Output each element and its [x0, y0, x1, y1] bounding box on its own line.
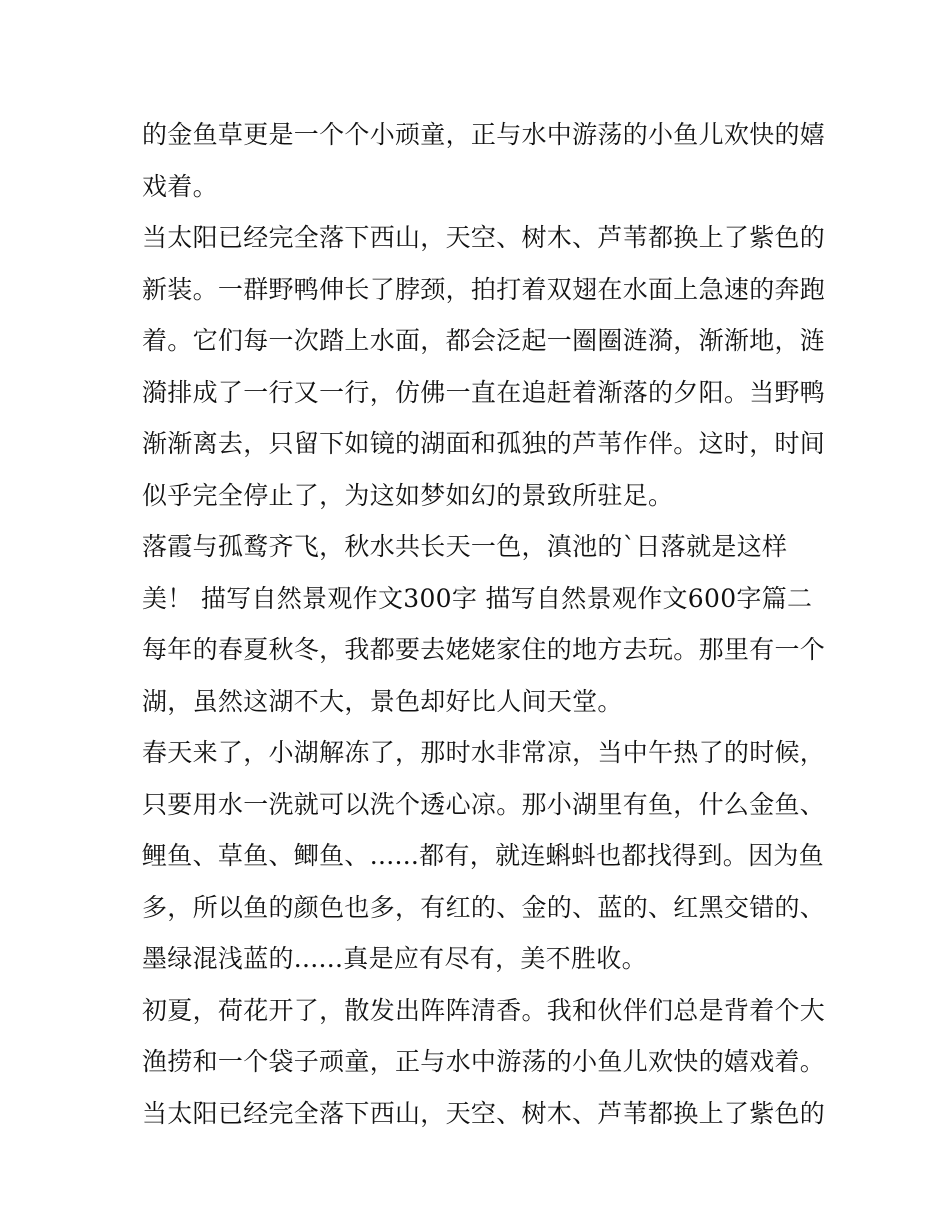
document-body [142, 109, 826, 1139]
text-line: 鲤鱼、草鱼、鲫鱼、......都有，就连蝌蚪也都找得到。因为鱼 [142, 841, 824, 870]
text-line: 初夏，荷花开了，散发出阵阵清香。我和伙伴们总是背着个大 [142, 995, 826, 1025]
text-line: 只要用水一洗就可以洗个透心凉。那小湖里有鱼，什么金鱼、 [142, 789, 826, 819]
text-line: 落霞与孤鹜齐飞，秋水共长天一色，滇池的`日落就是这样 [142, 532, 788, 561]
text-line: 漪排成了一行又一行，仿佛一直在追赶着渐落的夕阳。当野鸭 [142, 377, 826, 407]
text-line: 湖，虽然这湖不大，景色却好比人间天堂。 [142, 686, 623, 716]
text-line: 的金鱼草更是一个个小顽童，正与水中游荡的小鱼儿欢快的嬉 [142, 120, 826, 149]
text-line: 多，所以鱼的颜色也多，有红的、金的、蓝的、红黑交错的、 [142, 892, 826, 922]
text-line: 渐渐离去，只留下如镜的湖面和孤独的芦苇作伴。这时，时间 [142, 429, 826, 458]
text-line: 渔捞和一个袋子顽童，正与水中游荡的小鱼儿欢快的嬉戏着。 [142, 1047, 826, 1076]
text-line: 着。它们每一次踏上水面，都会泛起一圈圈涟漪，渐渐地，涟 [142, 326, 826, 355]
text-line: 当太阳已经完全落下西山，天空、树木、芦苇都换上了紫色的 [142, 1098, 826, 1128]
text-line: 美！ 描写自然景观作文300字 描写自然景观作文600字篇二 [142, 583, 813, 613]
text-line: 墨绿混浅蓝的......真是应有尽有，美不胜收。 [142, 944, 647, 973]
text-line: 戏着。 [142, 171, 218, 201]
text-line: 似乎完全停止了，为这如梦如幻的景致所驻足。 [142, 480, 674, 510]
text-line: 每年的春夏秋冬，我都要去姥姥家住的地方去玩。那里有一个 [142, 635, 826, 664]
text-line: 新装。一群野鸭伸长了脖颈，拍打着双翅在水面上急速的奔跑 [142, 274, 826, 304]
text-line: 春天来了，小湖解冻了，那时水非常凉，当中午热了的时候， [142, 738, 826, 767]
text-line: 当太阳已经完全落下西山，天空、树木、芦苇都换上了紫色的 [142, 223, 826, 252]
